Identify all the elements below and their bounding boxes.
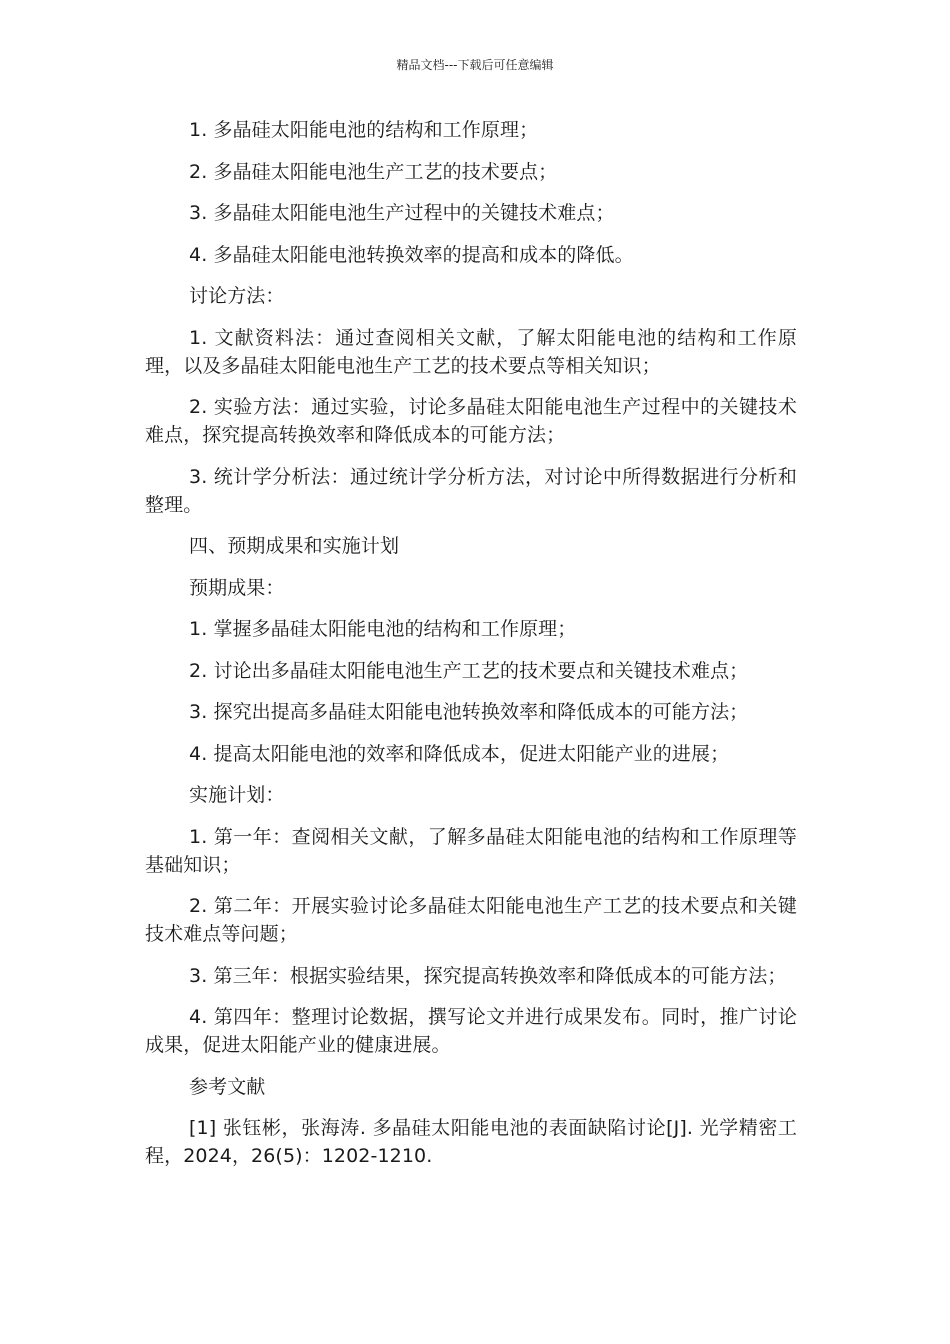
subheading-expected-outcomes: 预期成果： <box>189 576 285 599</box>
page-header: 精品文档---下载后可任意编辑 <box>396 58 554 72</box>
plan-year-4: 4. 第四年：整理讨论数据，撰写论文并进行成果发布。同时，推广讨论成果，促进太阳能产业的健康进展。 <box>145 1006 797 1056</box>
method-literature: 1. 文献资料法：通过查阅相关文献，了解太阳能电池的结构和工作原理，以及多晶硅太阳能电池生产工艺的技术要点等相关知识； <box>145 326 797 377</box>
document-body <box>145 116 797 1184</box>
outcome-item-1: 1. 掌握多晶硅太阳能电池的结构和工作原理； <box>189 618 577 640</box>
section-heading-references: 参考文献 <box>189 1075 266 1098</box>
method-statistics: 3. 统计学分析法：通过统计学分析方法，对讨论中所得数据进行分析和整理。 <box>145 465 797 516</box>
method-experiment: 2. 实验方法：通过实验，讨论多晶硅太阳能电池生产过程中的关键技术难点，探究提高转换效率和降低成本的可能方法； <box>145 396 797 446</box>
subheading-implementation-plan: 实施计划： <box>189 784 285 806</box>
list-item-process-points: 2. 多晶硅太阳能电池生产工艺的技术要点； <box>189 160 558 183</box>
plan-year-3: 3. 第三年：根据实验结果，探究提高转换效率和降低成本的可能方法； <box>189 964 787 987</box>
outcome-item-3: 3. 探究出提高多晶硅太阳能电池转换效率和降低成本的可能方法； <box>189 701 749 723</box>
list-item-key-difficulties: 3. 多晶硅太阳能电池生产过程中的关键技术难点； <box>189 202 615 224</box>
plan-year-1: 1. 第一年：查阅相关文献，了解多晶硅太阳能电池的结构和工作原理等基础知识； <box>145 825 797 876</box>
plan-year-2: 2. 第二年：开展实验讨论多晶硅太阳能电池生产工艺的技术要点和关键技术难点等问题； <box>145 895 797 945</box>
outcome-item-4: 4. 提高太阳能电池的效率和降低成本，促进太阳能产业的进展； <box>189 742 730 765</box>
reference-item-1: [1] 张钰彬，张海涛. 多晶硅太阳能电池的表面缺陷讨论[J]. 光学精密工程，2024，26(5)：1202-1210. <box>145 1117 797 1167</box>
section-heading-methods: 讨论方法： <box>189 285 285 307</box>
outcome-item-2: 2. 讨论出多晶硅太阳能电池生产工艺的技术要点和关键技术难点； <box>189 659 749 682</box>
list-item-structure: 1. 多晶硅太阳能电池的结构和工作原理； <box>189 119 539 141</box>
section-heading-outcomes-plan: 四、预期成果和实施计划 <box>189 535 400 557</box>
list-item-efficiency-cost: 4. 多晶硅太阳能电池转换效率的提高和成本的降低。 <box>189 243 634 266</box>
